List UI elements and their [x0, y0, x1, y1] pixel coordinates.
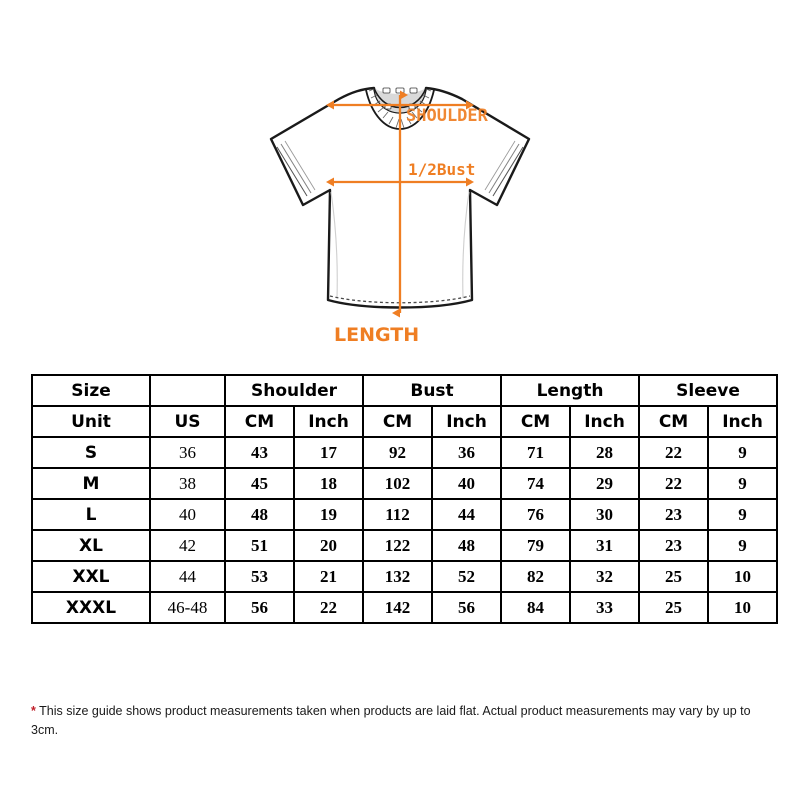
- cell-bust_in: 56: [432, 592, 501, 623]
- table-header-row-primary: [32, 375, 777, 406]
- cell-us: 36: [150, 437, 225, 468]
- size-chart-container: [31, 374, 778, 624]
- header-sleeve-inch: Inch: [708, 406, 777, 437]
- header-us: US: [150, 406, 225, 437]
- cell-shoulder_cm: 51: [225, 530, 294, 561]
- cell-length_cm: 82: [501, 561, 570, 592]
- header-bust: Bust: [363, 375, 501, 406]
- cell-size-label: XXL: [32, 561, 150, 592]
- cell-sleeve_in: 9: [708, 530, 777, 561]
- cell-shoulder_cm: 43: [225, 437, 294, 468]
- cell-size-label: XL: [32, 530, 150, 561]
- footnote-text: This size guide shows product measurements taken when products are laid flat. Actual product measurements may vary by up to 3cm.: [31, 703, 751, 737]
- table-row: [32, 437, 777, 468]
- cell-us: 46-48: [150, 592, 225, 623]
- header-bust-inch: Inch: [432, 406, 501, 437]
- cell-length_cm: 74: [501, 468, 570, 499]
- footnote-asterisk: *: [31, 703, 36, 718]
- header-length-cm: CM: [501, 406, 570, 437]
- shoulder-label: SHOULDER: [406, 106, 488, 126]
- cell-bust_cm: 122: [363, 530, 432, 561]
- header-size: Size: [32, 375, 150, 406]
- cell-sleeve_in: 9: [708, 437, 777, 468]
- table-header-row-units: [32, 406, 777, 437]
- cell-bust_in: 52: [432, 561, 501, 592]
- cell-size-label: XXXL: [32, 592, 150, 623]
- header-shoulder-inch: Inch: [294, 406, 363, 437]
- cell-sleeve_in: 9: [708, 499, 777, 530]
- header-shoulder-cm: CM: [225, 406, 294, 437]
- cell-length_in: 32: [570, 561, 639, 592]
- header-sleeve-cm: CM: [639, 406, 708, 437]
- table-row: [32, 592, 777, 623]
- cell-length_in: 30: [570, 499, 639, 530]
- cell-length_cm: 84: [501, 592, 570, 623]
- cell-shoulder_in: 19: [294, 499, 363, 530]
- cell-shoulder_in: 22: [294, 592, 363, 623]
- cell-shoulder_cm: 56: [225, 592, 294, 623]
- cell-length_in: 28: [570, 437, 639, 468]
- cell-us: 38: [150, 468, 225, 499]
- cell-length_cm: 79: [501, 530, 570, 561]
- cell-length_in: 29: [570, 468, 639, 499]
- length-label: LENGTH: [334, 324, 420, 346]
- cell-shoulder_in: 18: [294, 468, 363, 499]
- table-row: [32, 561, 777, 592]
- cell-shoulder_cm: 53: [225, 561, 294, 592]
- cell-sleeve_cm: 25: [639, 592, 708, 623]
- cell-sleeve_in: 10: [708, 561, 777, 592]
- cell-bust_cm: 102: [363, 468, 432, 499]
- table-row: [32, 499, 777, 530]
- header-sleeve: Sleeve: [639, 375, 777, 406]
- cell-sleeve_cm: 23: [639, 499, 708, 530]
- cell-bust_in: 44: [432, 499, 501, 530]
- cell-sleeve_in: 9: [708, 468, 777, 499]
- header-unit: Unit: [32, 406, 150, 437]
- size-guide-footnote: [31, 702, 773, 741]
- cell-shoulder_in: 17: [294, 437, 363, 468]
- cell-shoulder_cm: 48: [225, 499, 294, 530]
- table-row: [32, 530, 777, 561]
- cell-sleeve_cm: 22: [639, 468, 708, 499]
- cell-bust_cm: 132: [363, 561, 432, 592]
- header-length: Length: [501, 375, 639, 406]
- tshirt-illustration: [0, 0, 800, 360]
- header-shoulder: Shoulder: [225, 375, 363, 406]
- cell-bust_in: 48: [432, 530, 501, 561]
- cell-size-label: M: [32, 468, 150, 499]
- cell-size-label: S: [32, 437, 150, 468]
- cell-length_cm: 71: [501, 437, 570, 468]
- cell-bust_cm: 112: [363, 499, 432, 530]
- cell-sleeve_cm: 22: [639, 437, 708, 468]
- size-chart-table: [31, 374, 778, 624]
- cell-length_in: 31: [570, 530, 639, 561]
- cell-us: 44: [150, 561, 225, 592]
- cell-us: 42: [150, 530, 225, 561]
- cell-length_in: 33: [570, 592, 639, 623]
- cell-bust_cm: 142: [363, 592, 432, 623]
- cell-bust_cm: 92: [363, 437, 432, 468]
- header-bust-cm: CM: [363, 406, 432, 437]
- bust-label: 1/2Bust: [408, 160, 476, 179]
- cell-shoulder_in: 21: [294, 561, 363, 592]
- table-row: [32, 468, 777, 499]
- cell-sleeve_cm: 25: [639, 561, 708, 592]
- header-blank: [150, 375, 225, 406]
- cell-sleeve_cm: 23: [639, 530, 708, 561]
- header-length-inch: Inch: [570, 406, 639, 437]
- cell-shoulder_in: 20: [294, 530, 363, 561]
- cell-shoulder_cm: 45: [225, 468, 294, 499]
- cell-sleeve_in: 10: [708, 592, 777, 623]
- cell-size-label: L: [32, 499, 150, 530]
- cell-length_cm: 76: [501, 499, 570, 530]
- measurement-diagram: [0, 0, 800, 360]
- cell-bust_in: 36: [432, 437, 501, 468]
- cell-us: 40: [150, 499, 225, 530]
- cell-bust_in: 40: [432, 468, 501, 499]
